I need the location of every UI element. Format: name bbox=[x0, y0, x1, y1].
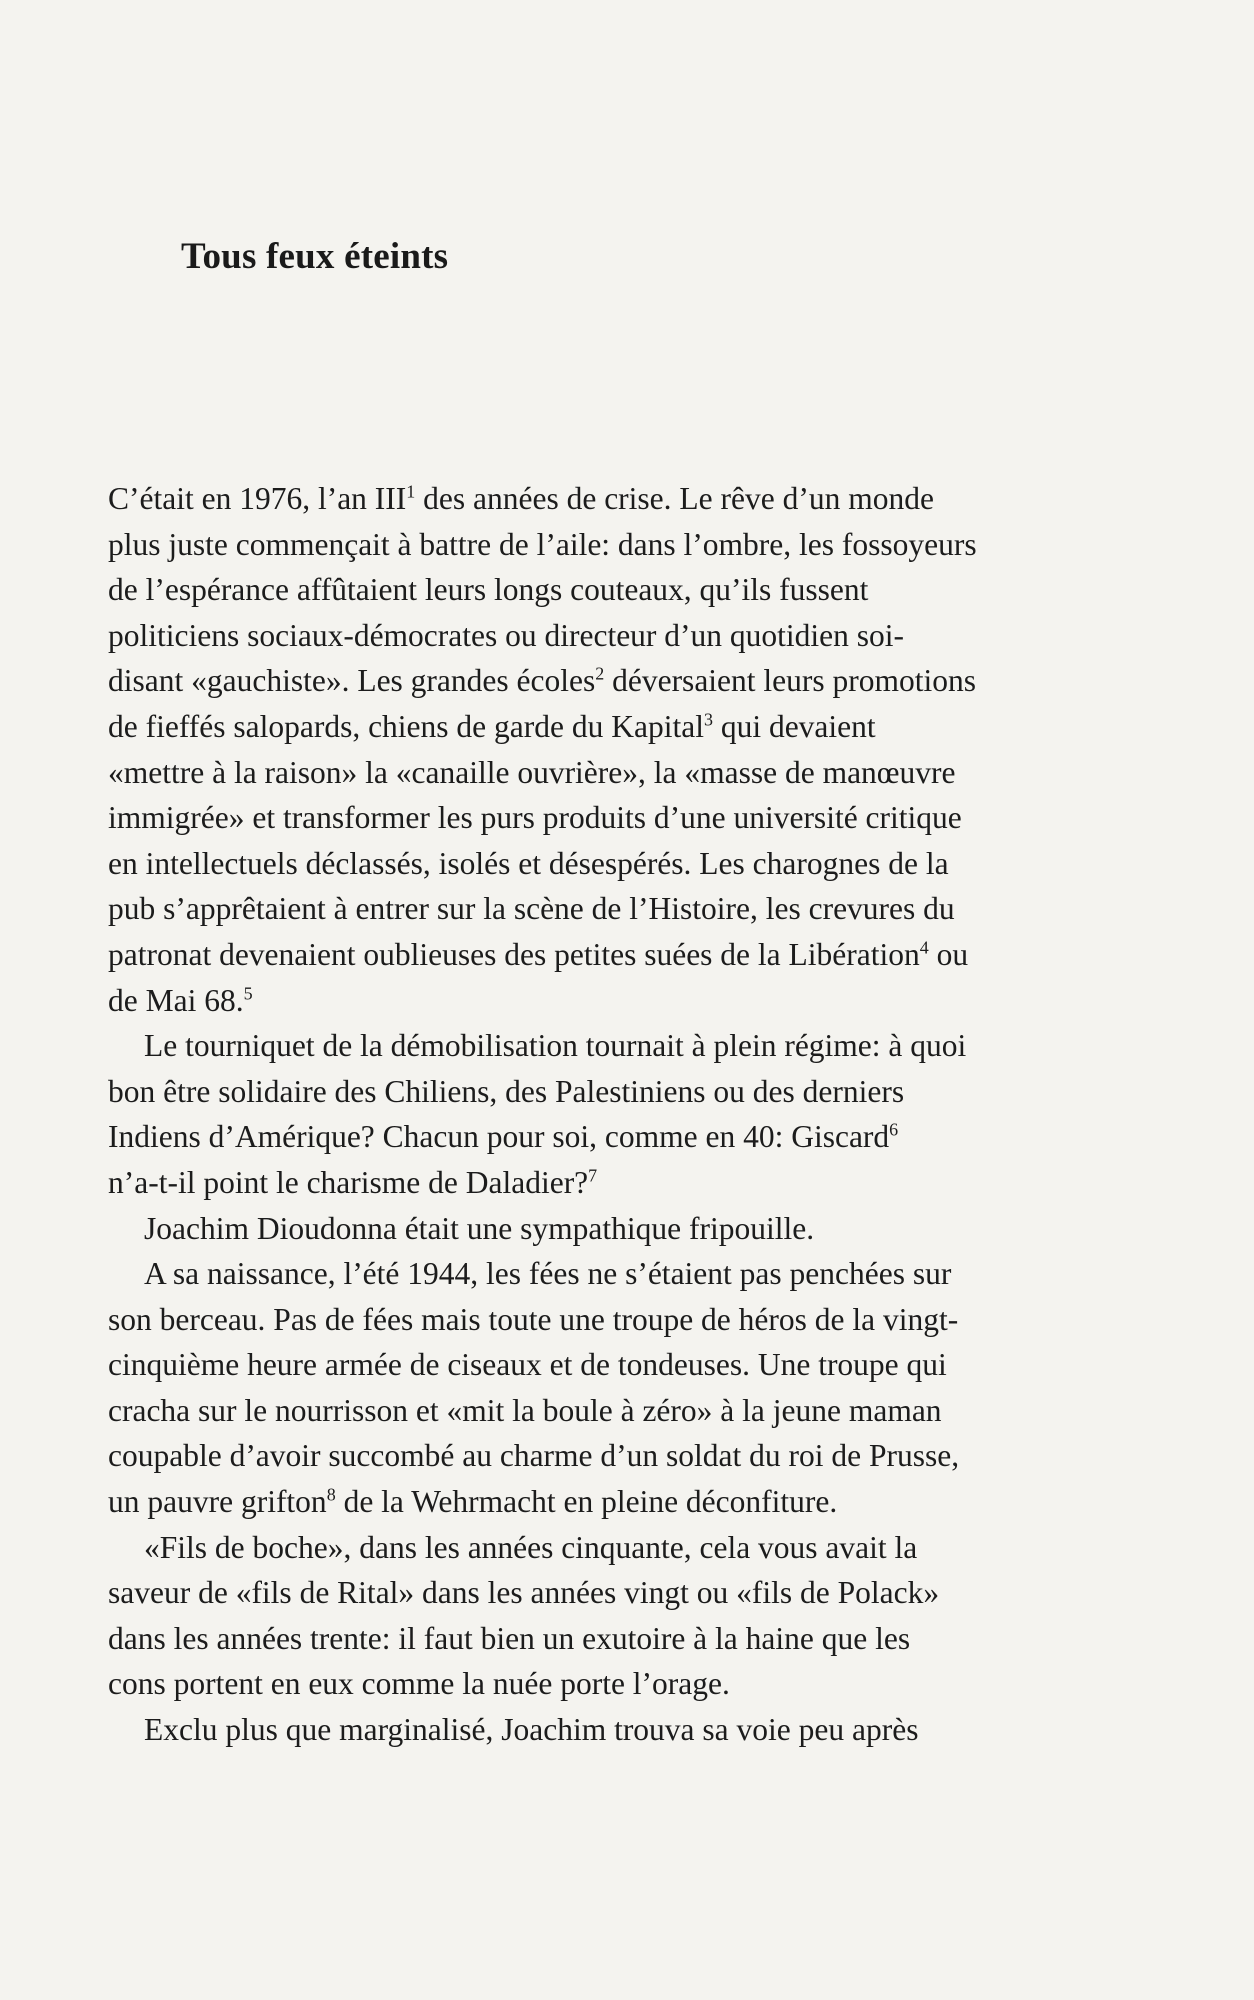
text-line-continuation: de la Wehrmacht en pleine déconfiture. bbox=[335, 1484, 838, 1520]
text-line-continuation: ou bbox=[928, 936, 969, 972]
text-line-content: A sa naissance, l’été 1944, les fées ne s’étaient pas penchées sur bbox=[144, 1256, 952, 1292]
text-line bbox=[108, 567, 1118, 613]
text-line bbox=[108, 658, 1118, 704]
footnote-marker: 5 bbox=[243, 983, 253, 1004]
text-line-content: Exclu plus que marginalisé, Joachim trouva sa voie peu après bbox=[144, 1712, 919, 1748]
text-line bbox=[108, 1297, 1118, 1343]
text-line-content: cons portent en eux comme la nuée porte l’orage. bbox=[108, 1666, 730, 1702]
text-line-content: Indiens d’Amérique? Chacun pour soi, comme en 40: Giscard bbox=[108, 1119, 890, 1155]
text-line bbox=[108, 978, 1118, 1024]
text-line bbox=[108, 1069, 1118, 1115]
text-line bbox=[108, 476, 1118, 522]
text-line-content: cracha sur le nourrisson et «mit la boule à zéro» à la jeune maman bbox=[108, 1392, 942, 1428]
text-line-content: pub s’apprêtaient à entrer sur la scène de l’Histoire, les crevures du bbox=[108, 891, 955, 927]
text-line-content: «mettre à la raison» la «canaille ouvrière», la «masse de manœuvre bbox=[108, 754, 956, 790]
footnote-marker: 7 bbox=[588, 1165, 598, 1186]
text-line-content: plus juste commençait à battre de l’aile: dans l’ombre, les fossoyeurs bbox=[108, 526, 977, 562]
text-line-content: coupable d’avoir succombé au charme d’un soldat du roi de Prusse, bbox=[108, 1438, 960, 1474]
text-line bbox=[108, 1206, 1118, 1252]
text-line-content: «Fils de boche», dans les années cinquante, cela vous avait la bbox=[144, 1529, 918, 1565]
text-line bbox=[108, 932, 1118, 978]
text-line-content: C’était en 1976, l’an III bbox=[108, 481, 407, 516]
footnote-marker: 6 bbox=[889, 1119, 899, 1140]
text-line bbox=[108, 841, 1118, 887]
text-line-content: son berceau. Pas de fées mais toute une troupe de héros de la vingt- bbox=[108, 1301, 959, 1337]
text-line bbox=[108, 1160, 1118, 1206]
text-line bbox=[108, 1342, 1118, 1388]
chapter-title: Tous feux éteints bbox=[181, 236, 449, 277]
text-line-content: de l’espérance affûtaient leurs longs couteaux, qu’ils fussent bbox=[108, 572, 869, 608]
text-line-continuation: qui devaient bbox=[712, 708, 876, 744]
text-line bbox=[108, 1433, 1118, 1479]
text-line bbox=[108, 522, 1118, 568]
footnote-marker: 2 bbox=[595, 663, 605, 684]
text-line-content: n’a-t-il point le charisme de Daladier? bbox=[108, 1164, 589, 1200]
footnote-marker: 4 bbox=[919, 937, 929, 958]
text-line-continuation: déversaient leurs promotions bbox=[604, 663, 977, 699]
text-line-content: Joachim Dioudonna était une sympathique fripouille. bbox=[144, 1210, 815, 1246]
text-line bbox=[108, 1251, 1118, 1297]
text-line-content: bon être solidaire des Chiliens, des Palestiniens ou des derniers bbox=[108, 1073, 905, 1109]
text-line-content: politiciens sociaux-démocrates ou directeur d’un quotidien soi- bbox=[108, 617, 905, 653]
text-line bbox=[108, 613, 1118, 659]
text-line bbox=[108, 795, 1118, 841]
text-line-content: un pauvre grifton bbox=[108, 1484, 327, 1520]
text-line bbox=[108, 1479, 1118, 1525]
text-line-content: disant «gauchiste». Les grandes écoles bbox=[108, 663, 596, 699]
text-line bbox=[108, 704, 1118, 750]
text-line bbox=[108, 1525, 1118, 1571]
body-text bbox=[108, 476, 1118, 1753]
text-line-content: Le tourniquet de la démobilisation tournait à plein régime: à quoi bbox=[144, 1028, 967, 1064]
text-line bbox=[108, 1707, 1118, 1753]
text-line bbox=[108, 1114, 1118, 1160]
text-line bbox=[108, 1023, 1118, 1069]
text-line-content: dans les années trente: il faut bien un exutoire à la haine que les bbox=[108, 1620, 911, 1656]
text-line bbox=[108, 1616, 1118, 1662]
footnote-marker: 3 bbox=[703, 709, 713, 730]
text-line-continuation: des années de crise. Le rêve d’un monde bbox=[415, 481, 934, 516]
text-line bbox=[108, 886, 1118, 932]
footnote-marker: 1 bbox=[406, 481, 416, 502]
text-line-content: saveur de «fils de Rital» dans les années vingt ou «fils de Polack» bbox=[108, 1575, 940, 1611]
text-line bbox=[108, 1570, 1118, 1616]
footnote-marker: 8 bbox=[326, 1484, 336, 1505]
text-line bbox=[108, 1388, 1118, 1434]
text-line-content: immigrée» et transformer les purs produits d’une université critique bbox=[108, 800, 962, 836]
text-line-content: cinquième heure armée de ciseaux et de tondeuses. Une troupe qui bbox=[108, 1347, 947, 1383]
text-line-content: en intellectuels déclassés, isolés et désespérés. Les charognes de la bbox=[108, 845, 949, 881]
text-line-content: de fieffés salopards, chiens de garde du Kapital bbox=[108, 708, 704, 744]
text-line bbox=[108, 1661, 1118, 1707]
text-line bbox=[108, 750, 1118, 796]
text-line-content: patronat devenaient oublieuses des petites suées de la Libération bbox=[108, 936, 920, 972]
text-line-content: de Mai 68. bbox=[108, 982, 244, 1018]
